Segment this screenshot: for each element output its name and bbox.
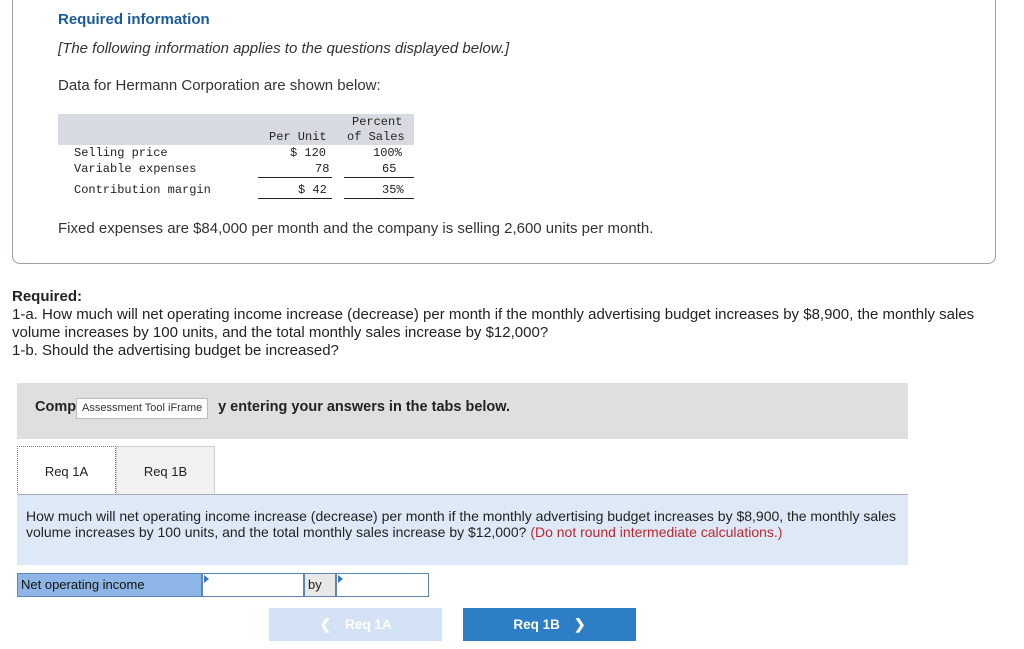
col-percent-header-line1: Percent <box>352 115 403 129</box>
question-text <box>26 508 896 540</box>
row-per-unit-variable-expenses: 78 <box>315 162 330 176</box>
dropdown-indicator-icon <box>204 575 209 583</box>
prev-button-label: Req 1A <box>345 617 392 632</box>
iframe-tooltip: Assessment Tool iFrame <box>76 398 208 419</box>
info-intro: Data for Hermann Corporation are shown below: <box>58 77 381 94</box>
tab-req-1a[interactable] <box>17 446 116 495</box>
row-label-selling-price: Selling price <box>74 146 168 160</box>
info-title: Required information <box>58 11 210 28</box>
row-percent-contribution-margin: 35% <box>382 183 404 197</box>
table-rule <box>258 198 332 199</box>
question-1b: 1-b. Should the advertising budget be increased? <box>12 342 339 359</box>
row-label-variable-expenses: Variable expenses <box>74 162 197 176</box>
col-per-unit-header: Per Unit <box>269 130 327 144</box>
next-button-label: Req 1B <box>513 617 560 632</box>
chevron-left-icon: ❮ <box>319 616 332 632</box>
chevron-right-icon: ❯ <box>573 616 586 632</box>
by-label: by <box>304 573 336 597</box>
amount-input[interactable] <box>336 573 429 597</box>
next-req-button[interactable] <box>463 608 636 641</box>
row-label-contribution-margin: Contribution margin <box>74 183 211 197</box>
fixed-expenses-note: Fixed expenses are $84,000 per month and the company is selling 2,600 units per month. <box>58 220 654 237</box>
col-percent-header-line2: of Sales <box>347 130 405 144</box>
info-note: [The following information applies to the questions displayed below.] <box>58 40 510 57</box>
tab-label: Req 1B <box>143 463 188 479</box>
row-percent-selling-price: 100% <box>373 146 402 160</box>
table-rule <box>344 177 414 178</box>
question-1a: 1-a. How much will net operating income increase (decrease) per month if the monthly advertising budget increases by $8,900, the monthly sales volume increases by 100 units, and the total monthly sales increase by $12,000? <box>12 306 975 341</box>
input-indicator-icon <box>338 575 343 583</box>
data-table <box>58 114 414 202</box>
change-direction-input[interactable] <box>202 573 304 597</box>
row-per-unit-selling-price: $ 120 <box>290 146 327 160</box>
instructions-text-start: Comp <box>35 399 77 415</box>
question-hint: (Do not round intermediate calculations.) <box>530 524 783 540</box>
tab-label: Req 1A <box>44 463 89 479</box>
table-rule <box>258 177 332 178</box>
prev-req-button[interactable] <box>269 608 442 641</box>
tab-req-1b[interactable] <box>116 446 215 495</box>
instructions-text-end: y entering your answers in the tabs below. <box>218 399 511 415</box>
row-percent-variable-expenses: 65 <box>382 162 397 176</box>
table-rule <box>344 198 414 199</box>
required-heading: Required: <box>12 288 83 305</box>
required-section <box>12 288 1002 360</box>
row-per-unit-contribution-margin: $ 42 <box>298 183 327 197</box>
net-operating-income-label: Net operating income <box>17 573 202 597</box>
question-body: How much will net operating income increase (decrease) per month if the monthly advertising budget increases by $8,900, the monthly sales volume increases by 100 units, and the total monthly sales increase by $12,000? <box>26 508 897 540</box>
